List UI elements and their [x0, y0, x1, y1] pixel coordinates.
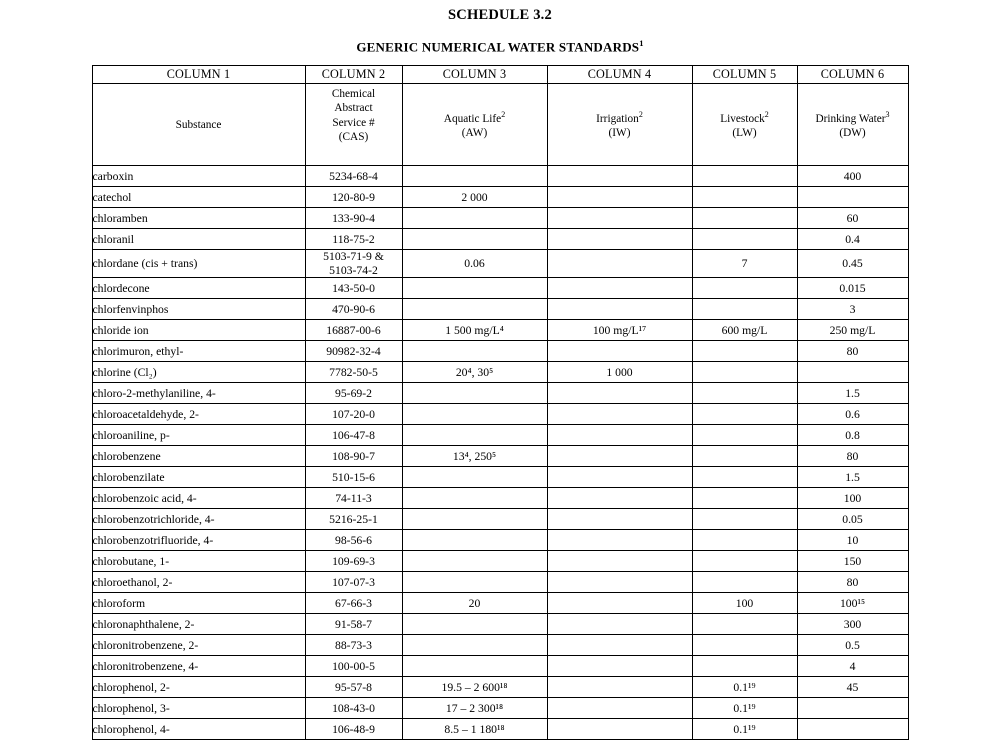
cell-livestock [692, 187, 797, 208]
cell-cas: 108-43-0 [305, 698, 402, 719]
cell-substance: catechol [92, 187, 305, 208]
cell-irrigation [547, 677, 692, 698]
cell-substance: chlorophenol, 3- [92, 698, 305, 719]
cell-cas: 7782-50-5 [305, 362, 402, 383]
cell-livestock [692, 166, 797, 187]
page-title-text: SCHEDULE 3.2 [448, 7, 552, 23]
cell-drinking-water: 0.8 [797, 425, 908, 446]
cell-substance: chlorophenol, 2- [92, 677, 305, 698]
cell-irrigation [547, 250, 692, 278]
page-title [0, 7, 1000, 24]
cell-aquatic-life [402, 208, 547, 229]
cell-substance: chlorophenol, 4- [92, 719, 305, 740]
cell-drinking-water: 300 [797, 614, 908, 635]
cell-drinking-water: 150 [797, 551, 908, 572]
cell-cas: 16887-00-6 [305, 320, 402, 341]
header-aquatic-life-footnote-marker: 2 [501, 109, 506, 119]
cell-irrigation [547, 614, 692, 635]
cell-livestock: 0.1¹⁹ [692, 719, 797, 740]
table-row [92, 593, 908, 614]
cell-aquatic-life [402, 614, 547, 635]
cell-drinking-water [797, 719, 908, 740]
cell-aquatic-life: 17 – 2 300¹⁸ [402, 698, 547, 719]
table-header-row-labels [92, 84, 908, 166]
cell-aquatic-life [402, 551, 547, 572]
cell-irrigation [547, 208, 692, 229]
water-standards-table [92, 65, 909, 740]
cell-irrigation [547, 719, 692, 740]
header-livestock-text: Livestock [720, 112, 765, 125]
cell-irrigation: 100 mg/L¹⁷ [547, 320, 692, 341]
cell-cas: 109-69-3 [305, 551, 402, 572]
header-aquatic-life-text: Aquatic Life [443, 112, 502, 125]
cell-irrigation [547, 166, 692, 187]
cell-substance: chlorfenvinphos [92, 299, 305, 320]
header-substance-label: Substance [175, 118, 222, 131]
cell-aquatic-life: 1 500 mg/L⁴ [402, 320, 547, 341]
cell-drinking-water: 1.5 [797, 467, 908, 488]
cell-substance: chloroacetaldehyde, 2- [92, 404, 305, 425]
cell-aquatic-life: 2 000 [402, 187, 547, 208]
header-irrigation [547, 84, 692, 166]
table-row [92, 635, 908, 656]
cell-irrigation [547, 187, 692, 208]
cell-drinking-water: 0.6 [797, 404, 908, 425]
cell-irrigation [547, 572, 692, 593]
cell-irrigation [547, 404, 692, 425]
table-row [92, 299, 908, 320]
cell-aquatic-life: 19.5 – 2 600¹⁸ [402, 677, 547, 698]
table-header-row-column-numbers [92, 66, 908, 84]
header-substance [92, 84, 305, 166]
cell-irrigation [547, 551, 692, 572]
header-livestock-abbr: (LW) [732, 126, 757, 139]
cell-cas: 107-20-0 [305, 404, 402, 425]
table-row [92, 698, 908, 719]
document-page [0, 7, 1000, 736]
table-row [92, 250, 908, 278]
table-row [92, 278, 908, 299]
cell-livestock [692, 299, 797, 320]
cell-substance: chloroaniline, p- [92, 425, 305, 446]
header-cas-line-2: Abstract [334, 102, 373, 115]
header-cas-line-3: Service # [332, 116, 375, 129]
cell-cas: 108-90-7 [305, 446, 402, 467]
cell-livestock [692, 488, 797, 509]
cell-livestock [692, 614, 797, 635]
header-aquatic-life-abbr: (AW) [461, 126, 488, 139]
cell-livestock [692, 278, 797, 299]
cell-livestock [692, 572, 797, 593]
table-row [92, 614, 908, 635]
cell-substance: chlorine (Cl₂) [92, 362, 305, 383]
header-drinking-water-label [798, 110, 908, 126]
cell-aquatic-life [402, 530, 547, 551]
cell-irrigation [547, 278, 692, 299]
table-row [92, 572, 908, 593]
table-row [92, 229, 908, 250]
cell-livestock [692, 530, 797, 551]
cell-livestock: 600 mg/L [692, 320, 797, 341]
cell-drinking-water: 45 [797, 677, 908, 698]
cell-cas: 106-47-8 [305, 425, 402, 446]
cell-irrigation [547, 446, 692, 467]
cell-drinking-water: 10 [797, 530, 908, 551]
page-subtitle-footnote-marker: 1 [639, 38, 644, 48]
cell-cas: 90982-32-4 [305, 341, 402, 362]
cell-substance: chlorobenzene [92, 446, 305, 467]
header-irrigation-text: Irrigation [596, 112, 639, 125]
cell-irrigation [547, 467, 692, 488]
cell-drinking-water [797, 187, 908, 208]
cell-livestock: 0.1¹⁹ [692, 698, 797, 719]
table-row [92, 208, 908, 229]
cell-irrigation [547, 299, 692, 320]
cell-cas: 88-73-3 [305, 635, 402, 656]
cell-livestock [692, 341, 797, 362]
header-irrigation-footnote-marker: 2 [638, 109, 643, 119]
cell-aquatic-life [402, 425, 547, 446]
table-row [92, 320, 908, 341]
cell-drinking-water: 0.05 [797, 509, 908, 530]
cell-drinking-water [797, 698, 908, 719]
cell-drinking-water: 4 [797, 656, 908, 677]
header-livestock-footnote-marker: 2 [764, 109, 769, 119]
cell-irrigation [547, 635, 692, 656]
cell-substance: chlorobenzoic acid, 4- [92, 488, 305, 509]
cell-drinking-water: 0.45 [797, 250, 908, 278]
cell-cas: 95-57-8 [305, 677, 402, 698]
cell-livestock [692, 509, 797, 530]
cell-cas: 98-56-6 [305, 530, 402, 551]
cell-drinking-water: 80 [797, 572, 908, 593]
cell-substance: chlordecone [92, 278, 305, 299]
cell-cas: 5216-25-1 [305, 509, 402, 530]
cell-aquatic-life [402, 229, 547, 250]
cell-irrigation [547, 698, 692, 719]
cell-cas: 67-66-3 [305, 593, 402, 614]
table-row [92, 383, 908, 404]
column-number-4: COLUMN 4 [547, 66, 692, 84]
cell-drinking-water: 0.4 [797, 229, 908, 250]
cell-livestock [692, 446, 797, 467]
cell-substance: chlorobutane, 1- [92, 551, 305, 572]
header-irrigation-label [548, 110, 692, 126]
cell-cas: 74-11-3 [305, 488, 402, 509]
cell-substance: chloramben [92, 208, 305, 229]
cell-aquatic-life [402, 572, 547, 593]
cell-irrigation: 1 000 [547, 362, 692, 383]
table-row [92, 488, 908, 509]
header-drinking-water-abbr: (DW) [839, 126, 866, 139]
page-subtitle [0, 38, 1000, 55]
table-row [92, 656, 908, 677]
table-row [92, 425, 908, 446]
cell-substance: chloronitrobenzene, 2- [92, 635, 305, 656]
cell-substance: carboxin [92, 166, 305, 187]
cell-cas: 118-75-2 [305, 229, 402, 250]
table-row [92, 404, 908, 425]
cell-drinking-water: 100¹⁵ [797, 593, 908, 614]
cell-irrigation [547, 425, 692, 446]
cell-drinking-water: 1.5 [797, 383, 908, 404]
cell-aquatic-life [402, 404, 547, 425]
cell-aquatic-life [402, 278, 547, 299]
cell-substance: chlorimuron, ethyl- [92, 341, 305, 362]
cell-livestock [692, 383, 797, 404]
column-number-2: COLUMN 2 [305, 66, 402, 84]
cell-irrigation [547, 383, 692, 404]
cell-livestock [692, 425, 797, 446]
cell-drinking-water [797, 362, 908, 383]
cell-irrigation [547, 488, 692, 509]
cell-irrigation [547, 656, 692, 677]
cell-drinking-water: 3 [797, 299, 908, 320]
cell-irrigation [547, 593, 692, 614]
cell-substance: chloranil [92, 229, 305, 250]
cell-substance: chlorobenzilate [92, 467, 305, 488]
cell-aquatic-life [402, 467, 547, 488]
table-row [92, 509, 908, 530]
table-row [92, 677, 908, 698]
table-header [92, 66, 908, 166]
cell-aquatic-life [402, 509, 547, 530]
column-number-5: COLUMN 5 [692, 66, 797, 84]
cell-cas: 5234-68-4 [305, 166, 402, 187]
cell-drinking-water: 100 [797, 488, 908, 509]
cell-livestock [692, 551, 797, 572]
column-number-1: COLUMN 1 [92, 66, 305, 84]
cell-livestock: 0.1¹⁹ [692, 677, 797, 698]
header-irrigation-abbr: (IW) [608, 126, 631, 139]
cell-cas: 5103-71-9 & 5103-74-2 [305, 250, 402, 278]
cell-aquatic-life [402, 383, 547, 404]
cell-cas: 133-90-4 [305, 208, 402, 229]
cell-livestock [692, 656, 797, 677]
cell-irrigation [547, 229, 692, 250]
cell-aquatic-life [402, 488, 547, 509]
cell-cas: 100-00-5 [305, 656, 402, 677]
cell-cas: 107-07-3 [305, 572, 402, 593]
cell-aquatic-life: 13⁴, 250⁵ [402, 446, 547, 467]
table-row [92, 187, 908, 208]
header-cas [305, 84, 402, 166]
cell-substance: chloronaphthalene, 2- [92, 614, 305, 635]
header-aquatic-life [402, 84, 547, 166]
cell-aquatic-life: 20⁴, 30⁵ [402, 362, 547, 383]
cell-livestock [692, 404, 797, 425]
cell-cas: 510-15-6 [305, 467, 402, 488]
cell-cas: 95-69-2 [305, 383, 402, 404]
cell-cas: 91-58-7 [305, 614, 402, 635]
cell-drinking-water: 0.015 [797, 278, 908, 299]
cell-substance: chlordane (cis + trans) [92, 250, 305, 278]
cell-aquatic-life: 20 [402, 593, 547, 614]
header-livestock [692, 84, 797, 166]
cell-aquatic-life [402, 299, 547, 320]
cell-substance: chloronitrobenzene, 4- [92, 656, 305, 677]
header-cas-line-4: (CAS) [338, 130, 369, 143]
table-row [92, 362, 908, 383]
cell-irrigation [547, 509, 692, 530]
table-row [92, 530, 908, 551]
column-number-3: COLUMN 3 [402, 66, 547, 84]
cell-drinking-water: 250 mg/L [797, 320, 908, 341]
cell-irrigation [547, 341, 692, 362]
cell-livestock [692, 467, 797, 488]
cell-drinking-water: 80 [797, 341, 908, 362]
cell-drinking-water: 80 [797, 446, 908, 467]
cell-substance: chloroethanol, 2- [92, 572, 305, 593]
table-body [92, 166, 908, 740]
cell-cas: 470-90-6 [305, 299, 402, 320]
cell-livestock [692, 229, 797, 250]
cell-livestock [692, 208, 797, 229]
column-number-6: COLUMN 6 [797, 66, 908, 84]
cell-aquatic-life: 0.06 [402, 250, 547, 278]
cell-substance: chlorobenzotrichloride, 4- [92, 509, 305, 530]
cell-drinking-water: 400 [797, 166, 908, 187]
header-cas-line-1: Chemical [331, 88, 376, 101]
cell-livestock: 100 [692, 593, 797, 614]
header-drinking-water-text: Drinking Water [815, 112, 886, 125]
cell-irrigation [547, 530, 692, 551]
cell-aquatic-life [402, 635, 547, 656]
cell-aquatic-life [402, 341, 547, 362]
table-row [92, 719, 908, 740]
header-aquatic-life-label [403, 110, 547, 126]
cell-cas: 143-50-0 [305, 278, 402, 299]
cell-livestock [692, 635, 797, 656]
cell-aquatic-life: 8.5 – 1 180¹⁸ [402, 719, 547, 740]
cell-substance: chloro-2-methylaniline, 4- [92, 383, 305, 404]
cell-aquatic-life [402, 166, 547, 187]
page-subtitle-text: GENERIC NUMERICAL WATER STANDARDS [356, 39, 640, 55]
cell-substance: chlorobenzotrifluoride, 4- [92, 530, 305, 551]
table-row [92, 166, 908, 187]
table-row [92, 551, 908, 572]
cell-livestock: 7 [692, 250, 797, 278]
table-row [92, 341, 908, 362]
header-drinking-water-footnote-marker: 3 [885, 109, 890, 119]
cell-livestock [692, 362, 797, 383]
cell-cas: 120-80-9 [305, 187, 402, 208]
cell-substance: chloride ion [92, 320, 305, 341]
cell-substance: chloroform [92, 593, 305, 614]
header-livestock-label [693, 110, 797, 126]
cell-aquatic-life [402, 656, 547, 677]
cell-drinking-water: 60 [797, 208, 908, 229]
cell-drinking-water: 0.5 [797, 635, 908, 656]
table-row [92, 467, 908, 488]
header-drinking-water [797, 84, 908, 166]
cell-cas: 106-48-9 [305, 719, 402, 740]
table-row [92, 446, 908, 467]
